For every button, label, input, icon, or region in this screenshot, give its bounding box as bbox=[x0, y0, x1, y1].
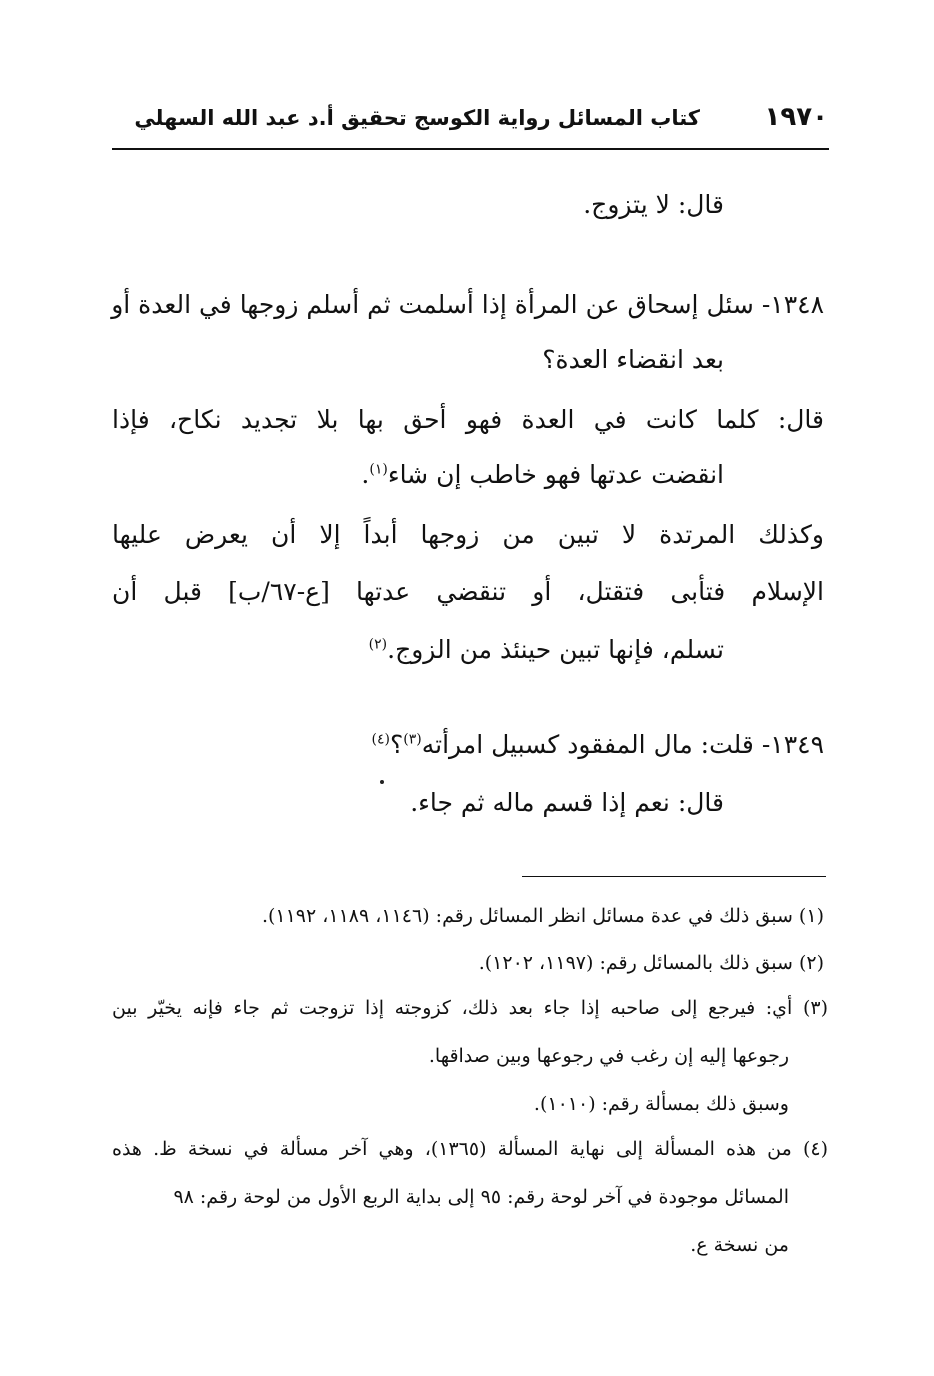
footnote-4-line-2: المسائل موجودة في آخر لوحة رقم: ٩٥ إلى بداية الربع الأول من لوحة رقم: ٩٨ bbox=[173, 1186, 789, 1208]
question-1349-text: ١٣٤٩- قلت: مال المفقود كسبيل امرأته bbox=[421, 730, 824, 759]
answer-1349-line-1: قال: نعم إذا قسم ماله ثم جاء. bbox=[410, 788, 724, 817]
answer-1348-line-2-end: . bbox=[361, 460, 370, 489]
stray-dot bbox=[380, 780, 384, 784]
answer-1348-line-1: قال: كلما كانت في العدة فهو أحق بها بلا تجديد نكاح، فإذا bbox=[112, 405, 824, 434]
answer-line: قال: لا يتزوج. bbox=[583, 190, 724, 219]
answer-1348-line-2-text: انقضت عدتها فهو خاطب إن شاء bbox=[387, 460, 724, 489]
question-1348-line-2: بعد انقضاء العدة؟ bbox=[542, 345, 724, 374]
footnote-4-line-1: (٤) من هذه المسألة إلى نهاية المسألة (١٣٦٥)، وهي آخر مسألة في نسخة ظ. هذه bbox=[112, 1138, 829, 1160]
answer-1348-line-2 bbox=[361, 460, 724, 489]
footnote-ref-4: (٤) bbox=[371, 731, 390, 748]
footnote-1: (١) سبق ذلك في عدة مسائل انظر المسائل رقم: (١١٤٦، ١١٨٩، ١١٩٢). bbox=[261, 905, 824, 927]
footnote-ref-2: (٢) bbox=[368, 636, 388, 653]
footnote-3-line-1: (٣) أي: فيرجع إلى صاحبه إذا جاء بعد ذلك، كزوجته إذا تزوجت ثم جاء فإنه يخيّر بين bbox=[112, 997, 828, 1019]
question-1349-line-1 bbox=[371, 730, 824, 759]
footnote-4-line-3: من نسخة ع. bbox=[690, 1234, 789, 1256]
answer-1348-line-5-text: تسلم، فإنها تبين حينئذ من الزوج. bbox=[387, 635, 724, 664]
running-header-title: كتاب المسائل رواية الكوسج تحقيق أ.د عبد الله السهلي bbox=[134, 106, 700, 130]
footnote-divider bbox=[522, 876, 826, 877]
page-number: ١٩٧٠ bbox=[764, 102, 828, 132]
footnote-3-line-2: رجوعها إليه إن رغب في رجوعها وبين صداقها. bbox=[428, 1045, 789, 1067]
footnote-ref-3: (٣) bbox=[403, 731, 422, 748]
header-divider bbox=[112, 148, 829, 150]
footnote-3-line-3: وسبق ذلك بمسألة رقم: (١٠١٠). bbox=[533, 1093, 789, 1115]
answer-1348-line-3: وكذلك المرتدة لا تبين من زوجها أبداً إلا أن يعرض عليها bbox=[112, 520, 824, 549]
question-mark: ؟ bbox=[389, 730, 404, 759]
answer-1348-line-4: الإسلام فتأبى فتقتل، أو تنقضي عدتها [ع-٦٧/ب] قبل أن bbox=[112, 577, 825, 606]
footnote-ref-1: (١) bbox=[369, 461, 388, 478]
question-1348-line-1: ١٣٤٨- سئل إسحاق عن المرأة إذا أسلمت ثم أسلم زوجها في العدة أو bbox=[111, 290, 824, 319]
footnote-2: (٢) سبق ذلك بالمسائل رقم: (١١٩٧، ١٢٠٢). bbox=[478, 952, 824, 974]
answer-1348-line-5 bbox=[369, 635, 724, 664]
